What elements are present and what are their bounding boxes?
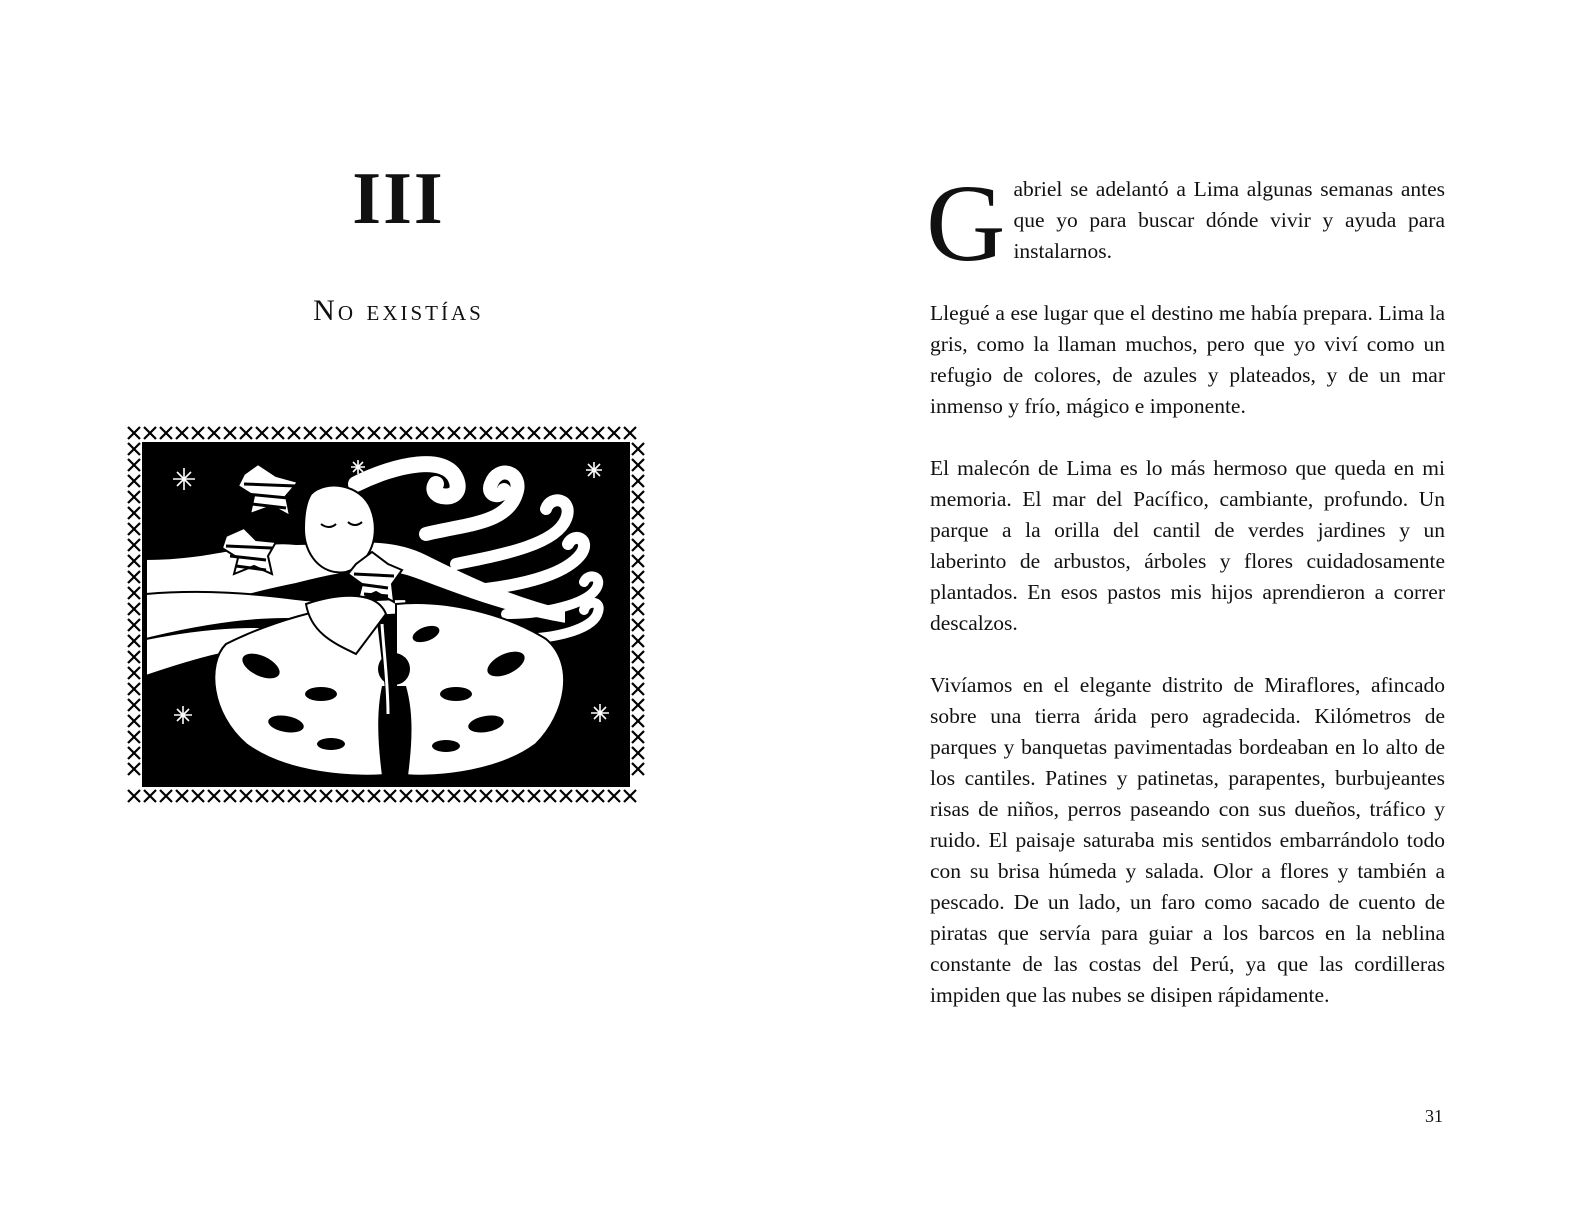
body-text (926, 162, 1445, 1042)
illustration-svg (126, 424, 646, 805)
chapter-number: III (352, 158, 445, 240)
paragraph-3: El malecón de Lima es lo más hermoso que queda en mi memoria. El mar del Pacífico, cambiante, profundo. Un parque a la orilla del cantil de verdes jardines y un laberinto de arbustos, árboles y flores cuidadosamente plantados. En esos pastos mis hijos aprendieron a correr descalzos. (930, 456, 1445, 635)
paragraph-2: Llegué a ese lugar que el destino me había prepara. Lima la gris, como la llaman muchos, pero que yo viví como un refugio de colores, de azules y plateados, y de un mar inmenso y frío, mágico e imponente. (930, 301, 1445, 418)
drop-cap: G (926, 162, 1006, 284)
paragraph-1-text: abriel se adelantó a Lima algunas semanas antes que yo para buscar dónde vivir y ayuda para instalarnos. (1013, 177, 1445, 263)
page-number: 31 (1425, 1106, 1443, 1126)
child-silhouette (378, 653, 412, 776)
right-page (797, 0, 1594, 1211)
paragraph-1 (926, 162, 1445, 284)
chapter-title: No existías (313, 294, 484, 327)
paragraph-4: Vivíamos en el elegante distrito de Miraflores, afincado sobre una tierra árida pero agradecida. Kilómetros de parques y banquetas pavimentadas bordeaban en lo alto de los cantiles. Patines y patinetas, parapentes, burbujeantes risas de niños, perros paseando con sus dueños, tráfico y ruido. El paisaje saturaba mis sentidos embarrándolo todo con su brisa húmeda y salada. Olor a flores y también a pescado. De un lado, un faro como sacado de cuento de piratas que servía para guiar a los barcos en la neblina constante de las costas del Perú, ya que las cordilleras impiden que las nubes se disipen rápidamente. (930, 673, 1445, 1007)
chapter-illustration (126, 424, 646, 805)
